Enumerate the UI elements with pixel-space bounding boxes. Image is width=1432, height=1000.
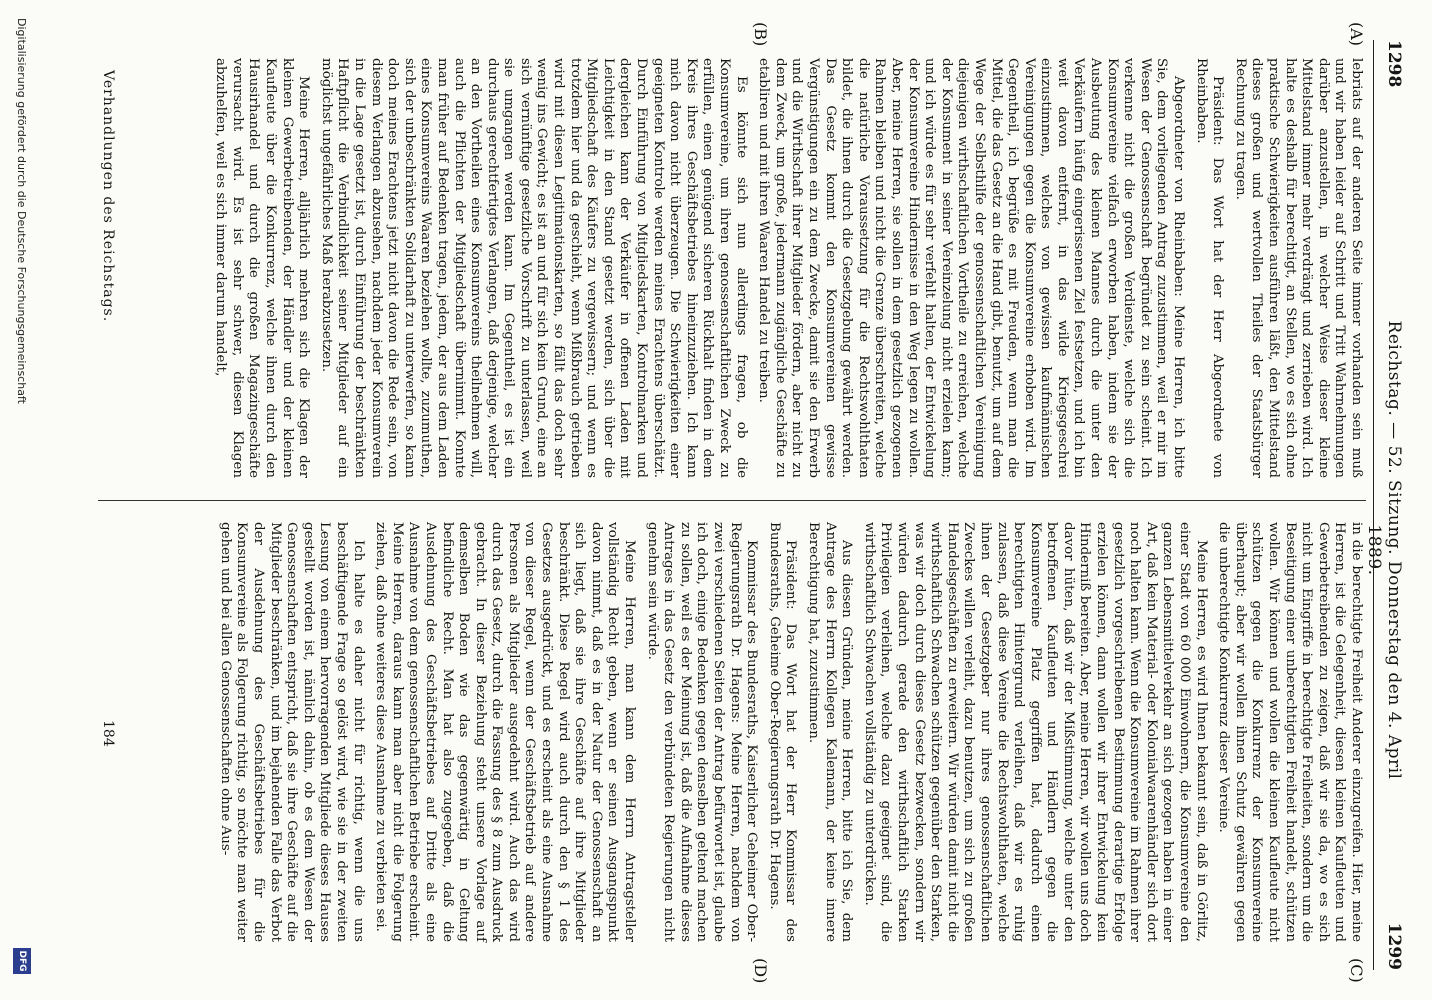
paragraph: Es könnte sich nun allerdings fragen, ob die Konsumvereine, um ihren genossenschaftlichen Zweck zu erfüllen, einen genügend sicheren Rückhalt finden in dem Kreis ihres Geschäftsbetriebes hineinzuziehen. Ich kann mich davon nicht überzeugen. Die Schwierigkeiten einer geeigneten Kontrole werden meines Erachtens überschätzt. Durch Einführung von Mitgliedskarten, Kontrolmarken und dergleichen kann der Verkäufer in offenen Laden mit Leichtigkeit in den Stand gesetzt werden, sich über die Mitgliedschaft des Käufers zu vergewissern; und wenn es trotzdem hier und da geschieht, wenn Mißbrauch getrieben wird mit diesen Legitimationskarten, so fällt das doch sehr wenig ins Gewicht; es ist an und für sich kein Grund, eine an sich vernünftige gesetzliche Vorschrift zu unterlassen, weil sie umgangen werden kann. Im Gegentheil, es ist ein durchaus gerechtfertigtes Verlangen, daß derjenige, welcher an den Vortheilen eines Konsumvereins theilnehmen will, auch die Pflichten der Mitgliedschaft übernimmt. Konnte man früher auf Bedenken tragen, jedem, der aus dem Laden eines Konsumvereins Waaren beziehen wollte, zuzumuthen, sich der unbeschränkten Solidarhaft zu unterwerfen, so kann doch meines Erachtens jetzt nicht davon die Rede sein, von diesem Verlangen abzusehen, nachdem jeder Konsumverein in die Lage gesetzt ist, durch Einführung der beschränkten Haftpflicht die Verbindlichkeit seiner Mitglieder auf ein möglichst ungefährliches Maß herabzusetzen. bbox=[318, 58, 749, 478]
footer-page-number: 184 bbox=[100, 720, 116, 747]
column-divider bbox=[98, 500, 1366, 501]
paragraph: Meine Herren, alljährlich mehren sich die Klagen der kleinen Gewerbetreibenden, der Händler und der kleinen Kaufleute über die Konkurrenz, welche ihnen durch den Hausirhandel und durch die großen Magazingeschäfte verursacht wird. Es ist sehr schwer, diesen Klagen abzuhelfen, weil es sich immer darum handelt, bbox=[213, 58, 312, 478]
page-number-left: 1298 bbox=[1384, 40, 1404, 88]
dfg-logo: DFG bbox=[13, 948, 31, 974]
margin-marker-c: (C) bbox=[1347, 958, 1366, 983]
digitization-credit-bar bbox=[8, 18, 32, 978]
running-header bbox=[1364, 40, 1404, 970]
paragraph: Abgeordneter von Rheinbaben: Meine Herren, ich bitte Sie, dem vorliegenden Antrag zuzustimmen, weil er mir im Wesen der Genossenschaft begründet zu sein scheint. Ich verkenne nicht die großen Verdienste, welche sich die Konsumvereine vielfach erworben haben, indem sie der Ausbeutung des kleinen Mannes durch die unter den Verkäufern häufig eingerissenen Ziel festsetzen, und ich bin weit davon entfernt, in das wilde Kriegsgeschrei einzustimmen, welches von gewissen kaufmännischen Vereinigungen gegen die Konsumvereine erhoben wird. Im Gegentheil, ich begrüße es mit Freuden, wenn man die Mittel, die das Gesetz an die Hand gibt, benutzt, um auf dem Wege der Selbsthilfe der genossenschaftlichen Vereinigung diejenigen wirthschaftlichen Vortheile zu erreichen, welche der Konsument in seiner Vereinzelung nicht erzielen kann; und ich würde es für sehr verfehlt halten, der Entwickelung der Konsumvereine Hindernisse in den Weg legen zu wollen. Aber, meine Herren, sie sollen in dem gesetzlich gezogenen Rahmen bleiben und nicht die Grenze überschreiten, welche die natürliche Voraussetzung für die Rechtswohlthaten bildet, die ihnen durch die Gesetzgebung gewährt werden. Das Gesetz kommt den Konsumvereinen gewisse Vergünstigungen ein zu dem Zwecke, damit sie den Erwerb und die Wirthschaft ihrer Mitglieder fördern, aber nicht zu dem Zweck, um große, jedermann zugängliche Geschäfte zu etabliren und mit ihren Waaren Handel zu treiben. bbox=[756, 58, 1187, 478]
journal-footer: Verhandlungen des Reichstags. bbox=[100, 70, 116, 323]
header-rule bbox=[1373, 40, 1374, 970]
page-number-right: 1299 bbox=[1384, 922, 1404, 970]
paragraph: lebriats auf der anderen Seite immer vorhanden sein muß und wir haben leider auf Schritt und Tritt Wahrnehmungen darüber anzustellen, in welcher Weise dieser kleine Mittelstand immer mehr verdrängt und zerrieben wird. Ich halte es deshalb für berechtigt, an Stellen, wo es sich ohne praktische Schwierigkeiten ausführen läßt, den Mittelstand dieses großen und wertvollen Theiles der Staatsbürger Rechnung zu tragen. bbox=[1232, 58, 1364, 478]
right-column bbox=[210, 522, 1364, 942]
left-column bbox=[206, 58, 1364, 478]
paragraph: Kommissar des Bundesraths, Kaiserlicher Geheimer Ober-Regierungsrath Dr. Hagens: Meine Herren, nachdem von zwei verschiedenen Seiten der Antrag befürwortet ist, glaube ich doch, einige Bedenken gegen denselben geltend machen zu sollen, weil es der Meinung ist, daß die Aufnahme dieses Antrages in das Gesetz den verbündeten Regierungen nicht genehm sein würde. bbox=[644, 522, 760, 942]
paragraph: Meine Herren, man kann dem Herrn Antragsteller vollständig Recht geben, wenn er seinen Ausgangspunkt davon nimmt, daß es in der Natur der Genossenschaft an sich liegt, daß sie ihre Geschäfte auf ihre Mitglieder beschränkt. Diese Regel wird auch durch den § 1 des Gesetzes ausgedrückt, und es erscheint als eine Ausnahme von dieser Regel, wenn der Geschäftsbetrieb auf andere Personen als Mitglieder ausgedehnt wird. Auch das wird durch das Gesetz, durch die Fassung des § 8 zum Ausdruck gebracht. In dieser Beziehung steht unsere Vorlage auf demselben Boden wie das gegenwärtig in Geltung befindliche Recht. Man hat also zugegeben, daß die Ausdehnung des Geschäftsbetriebes auf Dritte als eine Ausnahme von dem genossenschaftlichen Betriebe erscheint. Meine Herren, daraus kann man aber nicht die Folgerung ziehen, daß ohne weiteres diese Ausnahme zu verbieten sei. bbox=[373, 522, 638, 942]
paragraph: Präsident: Das Wort hat der Herr Kommissar des Bundesraths, Geheime Ober-Regierungsrath Dr. Hagens. bbox=[766, 522, 799, 942]
paragraph: Ich halte es daher nicht für richtig, wenn die uns beschäftigende Frage so gelöst wird, wie sie in der zweiten Lesung von einem hervorragenden Mitgliede dieses Hauses gestellt worden ist, nämlich dahin, ob es dem Wesen der Genossenschaften entspricht, daß sie ihre Geschäfte auf die Mitglieder beschränken, und im bejahenden Falle das Verbot der Ausdehnung des Geschäftsbetriebes für die Konsumvereine als Folgerung richtig, so möchte man weiter gehen und bei allen Genossenschaften ohne Aus- bbox=[217, 522, 366, 942]
paragraph: Präsident: Das Wort hat der Herr Abgeordnete von Rheinbaben. bbox=[1193, 58, 1226, 478]
margin-marker-d: (D) bbox=[751, 958, 770, 984]
paragraph: in die berechtigte Freiheit Anderer einzugreifen. Hier, meine Herren, ist die Gelegenheit, diesen kleinen Kaufleuten und Gewerbetreibenden zu zeigen, daß wir sie da, wo es sich nicht um Eingriffe in berechtigte Freiheiten, sondern um die Beseitigung einer unberechtigten Freiheit handelt, schützen wollen. Wir können und wollen die kleinen Kaufleute nicht schützen gegen die Konkurrenz der Konsumvereine überhaupt; aber wir wollen ihnen Schutz gewähren gegen die unberechtigte Konkurrenz dieser Vereine. bbox=[1216, 522, 1364, 942]
margin-marker-b: (B) bbox=[751, 22, 770, 47]
margin-marker-a: (A) bbox=[1347, 22, 1366, 47]
digitization-credit: Digitalisierung gefördert durch die Deutsche Forschungsgemeinschaft bbox=[15, 18, 28, 404]
paragraph: Meine Herren, es wird Ihnen bekannt sein, daß in Görlitz, einer Stadt von 60 000 Einwohnern, die Konsumvereine den ganzen Lebensmittelverkehr an sich gezogen haben in einer Art, daß kein Material- oder Kolonialwaarenhändler sich dort noch halten kann. Wenn die Konsumvereine im Rahmen ihrer gesetzlich vorgeschriebenen Bestimmung derartige Erfolge erzielen können, dann wollen wir ihrer Entwickelung kein Hinderniß bereiten. Aber, meine Herren, wir wollen uns doch davor hüten, daß wir der Mißstimmung, welche unter den betroffenen Kaufleuten und Händlern gegen die Konsumvereine Platz gegriffen hat, dadurch einen berechtigten Hintergrund verleihen, daß wir es ruhig zulassen, daß diese Vereine die Rechtswohlthaten, welche ihnen der Gesetzgeber nur ihres genossenschaftlichen Zweckes willen verleiht, dazu benutzen, um sich zu großen Handelsgeschäften zu erweitern. Wir würden damit nicht die wirthschaftlich Schwachen schützen gegenüber den Starken, was wir doch durch dieses Gesetz bezwecken, sondern wir würden dadurch gerade den wirthschaftlich Starken Privilegien verleihen, welche dazu geeignet sind, die wirthschaftlich Schwachen vollständig zu unterdrücken. bbox=[861, 522, 1209, 942]
session-title: Reichstag. — 52. Sitzung. Donnerstag den 4. April 1889. bbox=[1364, 320, 1404, 780]
paragraph: Aus diesen Gründen, meine Herren, bitte ich Sie, dem Antrage des Herrn Kollegen Kalemann, der keine innere Berechtigung hat, zuzustimmen. bbox=[806, 522, 855, 942]
